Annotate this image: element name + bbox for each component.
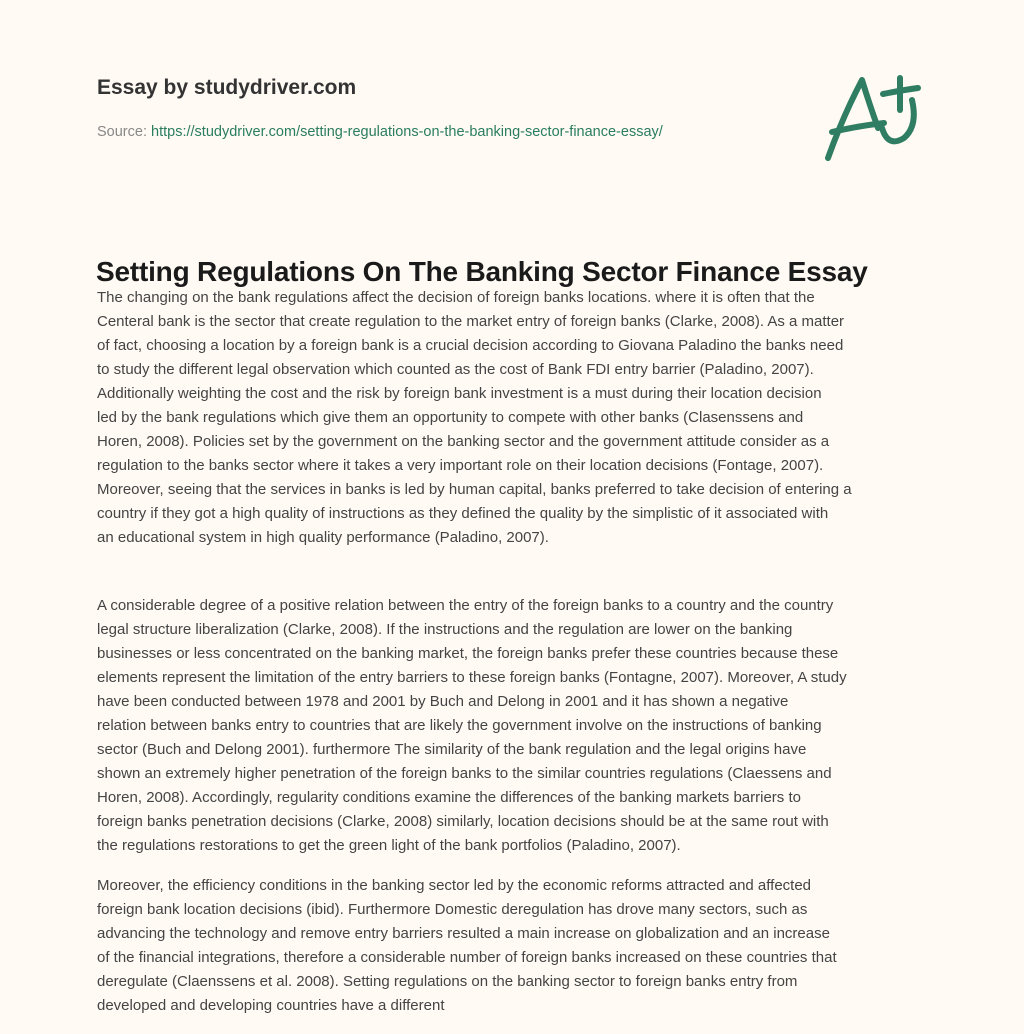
paragraph-line: foreign bank location decisions (ibid). Furthermore Domestic deregulation has drove many sectors, such as bbox=[97, 901, 808, 918]
paragraph-line: foreign banks penetration decisions (Clarke, 2008) similarly, location decisions should be at the same rout with bbox=[97, 813, 829, 830]
paragraph-line: The changing on the bank regulations affect the decision of foreign banks locations. where it is often that the bbox=[97, 289, 815, 306]
paragraph-line: to study the different legal observation which counted as the cost of Bank FDI entry barrier (Paladino, 2007). bbox=[97, 361, 814, 378]
paragraph-line: have been conducted between 1978 and 2001 by Buch and Delong in 2001 and it has shown a negative bbox=[97, 693, 789, 710]
paragraph-line: of the financial integrations, therefore a considerable number of foreign banks increased on these countries that bbox=[97, 949, 837, 966]
paragraph-line: Moreover, seeing that the services in banks is led by human capital, banks preferred to take decision of entering a bbox=[97, 481, 852, 498]
paragraph-2 bbox=[97, 594, 847, 858]
paragraph-line: regulation to the banks sector where it takes a very important role on their location decisions (Fontage, 2007). bbox=[97, 457, 824, 474]
paragraph-line: Horen, 2008). Accordingly, regularity conditions examine the differences of the banking markets barriers to bbox=[97, 789, 801, 806]
paragraph-line: advancing the technology and remove entry barriers resulted a main increase on globalization and an increase bbox=[97, 925, 830, 942]
paragraph-line: sector (Buch and Delong 2001). furthermore The similarity of the bank regulation and the legal origins have bbox=[97, 741, 807, 758]
paragraph-line: deregulate (Claenssens et al. 2008). Setting regulations on the banking sector to foreign banks entry from bbox=[97, 973, 798, 990]
site-brand: Essay by studydriver.com bbox=[97, 76, 357, 99]
paragraph-line: Centeral bank is the sector that create regulation to the market entry of foreign banks (Clarke, 2008). As a matter bbox=[97, 313, 845, 330]
paragraph-line: legal structure liberalization (Clarke, 2008). If the instructions and the regulation are lower on the banking bbox=[97, 621, 793, 638]
paragraph-line: led by the bank regulations which give them an opportunity to compete with other banks (Clasenssens and bbox=[97, 409, 804, 426]
paragraph-line: A considerable degree of a positive relation between the entry of the foreign banks to a country and the country bbox=[97, 597, 834, 614]
paragraph-3 bbox=[97, 874, 837, 1018]
paragraph-line: country if they got a high quality of instructions as they defined the quality by the simplistic of it associated with bbox=[97, 505, 829, 522]
source-link[interactable]: https://studydriver.com/setting-regulations-on-the-banking-sector-finance-essay/ bbox=[151, 124, 663, 140]
essay-title: Setting Regulations On The Banking Sector Finance Essay bbox=[96, 256, 868, 287]
source-line bbox=[97, 124, 663, 140]
paragraph-line: Horen, 2008). Policies set by the government on the banking sector and the government attitude consider as a bbox=[97, 433, 830, 450]
paragraph-1 bbox=[97, 286, 852, 550]
a-plus-logo bbox=[818, 66, 933, 166]
paragraph-line: developed and developing countries have a different bbox=[97, 997, 445, 1014]
paragraph-line: the regulations restorations to get the green light of the bank portfolios (Paladino, 2007). bbox=[97, 837, 681, 854]
paragraph-line: Moreover, the efficiency conditions in the banking sector led by the economic reforms attracted and affected bbox=[97, 877, 812, 894]
paragraph-line: businesses or less concentrated on the banking market, the foreign banks prefer these countries because these bbox=[97, 645, 839, 662]
paragraph-line: an educational system in high quality performance (Paladino, 2007). bbox=[97, 529, 549, 546]
paragraph-line: elements represent the limitation of the entry barriers to these foreign banks (Fontagne, 2007). Moreover, A study bbox=[97, 669, 847, 686]
paragraph-line: Additionally weighting the cost and the risk by foreign bank investment is a must during their location decision bbox=[97, 385, 822, 402]
paragraph-line: shown an extremely higher penetration of the foreign banks to the similar countries regulations (Claessens and bbox=[97, 765, 832, 782]
paragraph-line: relation between banks entry to countries that are likely the government involve on the instructions of banking bbox=[97, 717, 822, 734]
source-label: Source: bbox=[97, 124, 147, 140]
paragraph-line: of fact, choosing a location by a foreign bank is a crucial decision according to Giovana Paladino the banks need bbox=[97, 337, 844, 354]
